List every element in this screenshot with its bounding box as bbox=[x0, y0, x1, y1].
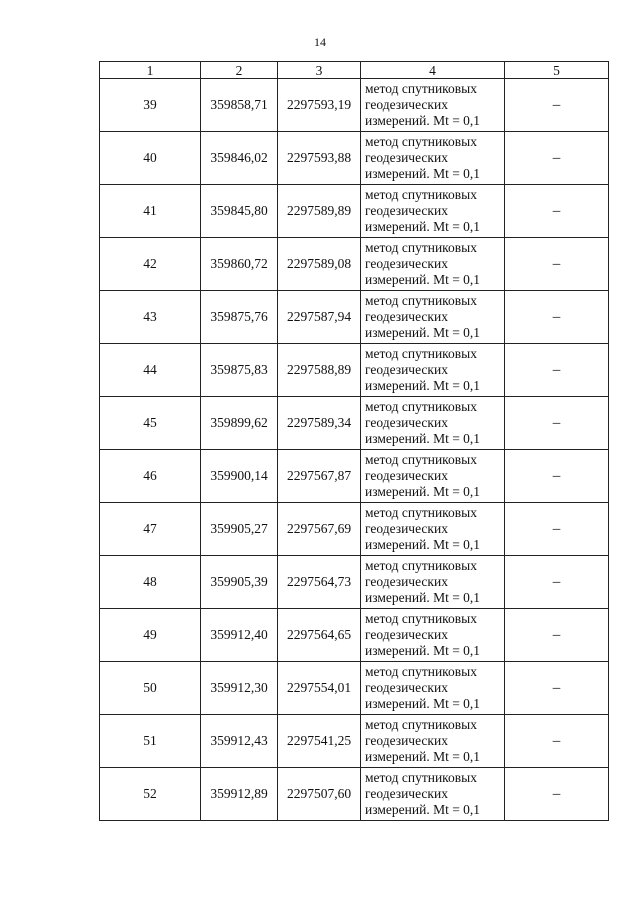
method-text-line: геодезических bbox=[365, 150, 448, 165]
method-text-line: геодезических bbox=[365, 203, 448, 218]
method-text-line: измерений. Mt = 0,1 bbox=[365, 696, 481, 711]
method-cell bbox=[361, 238, 505, 291]
point-number-cell: 43 bbox=[100, 291, 201, 344]
note-cell: – bbox=[505, 503, 609, 556]
method-text-line: измерений. Mt = 0,1 bbox=[365, 325, 481, 340]
column-header: 3 bbox=[278, 62, 361, 79]
method-cell bbox=[361, 715, 505, 768]
method-cell bbox=[361, 397, 505, 450]
x-coordinate-cell: 359912,89 bbox=[201, 768, 278, 821]
table-row bbox=[100, 291, 609, 344]
method-cell bbox=[361, 609, 505, 662]
table-row bbox=[100, 609, 609, 662]
table-row bbox=[100, 79, 609, 132]
column-header: 1 bbox=[100, 62, 201, 79]
column-header: 2 bbox=[201, 62, 278, 79]
method-cell bbox=[361, 768, 505, 821]
method-cell bbox=[361, 450, 505, 503]
note-cell: – bbox=[505, 450, 609, 503]
method-text-line: геодезических bbox=[365, 680, 448, 695]
table-row bbox=[100, 132, 609, 185]
table-body bbox=[100, 79, 609, 821]
table-row bbox=[100, 662, 609, 715]
x-coordinate-cell: 359905,27 bbox=[201, 503, 278, 556]
note-cell: – bbox=[505, 79, 609, 132]
y-coordinate-cell: 2297593,88 bbox=[278, 132, 361, 185]
x-coordinate-cell: 359912,30 bbox=[201, 662, 278, 715]
y-coordinate-cell: 2297567,87 bbox=[278, 450, 361, 503]
method-text-line: измерений. Mt = 0,1 bbox=[365, 272, 481, 287]
method-cell bbox=[361, 344, 505, 397]
x-coordinate-cell: 359845,80 bbox=[201, 185, 278, 238]
column-header: 5 bbox=[505, 62, 609, 79]
method-cell bbox=[361, 556, 505, 609]
point-number-cell: 41 bbox=[100, 185, 201, 238]
method-text-line: измерений. Mt = 0,1 bbox=[365, 484, 481, 499]
y-coordinate-cell: 2297589,34 bbox=[278, 397, 361, 450]
method-text-line: измерений. Mt = 0,1 bbox=[365, 643, 481, 658]
method-text-line: метод спутниковых bbox=[365, 770, 477, 785]
method-text-line: метод спутниковых bbox=[365, 134, 477, 149]
method-text-line: метод спутниковых bbox=[365, 187, 477, 202]
note-cell: – bbox=[505, 132, 609, 185]
method-text-line: метод спутниковых bbox=[365, 346, 477, 361]
x-coordinate-cell: 359912,43 bbox=[201, 715, 278, 768]
x-coordinate-cell: 359875,83 bbox=[201, 344, 278, 397]
method-text-line: метод спутниковых bbox=[365, 611, 477, 626]
note-cell: – bbox=[505, 715, 609, 768]
note-cell: – bbox=[505, 344, 609, 397]
note-cell: – bbox=[505, 397, 609, 450]
method-text-line: геодезических bbox=[365, 362, 448, 377]
table-row bbox=[100, 768, 609, 821]
method-text-line: измерений. Mt = 0,1 bbox=[365, 378, 481, 393]
y-coordinate-cell: 2297593,19 bbox=[278, 79, 361, 132]
y-coordinate-cell: 2297589,89 bbox=[278, 185, 361, 238]
x-coordinate-cell: 359846,02 bbox=[201, 132, 278, 185]
method-text-line: измерений. Mt = 0,1 bbox=[365, 749, 481, 764]
method-text-line: измерений. Mt = 0,1 bbox=[365, 431, 481, 446]
point-number-cell: 52 bbox=[100, 768, 201, 821]
method-text-line: измерений. Mt = 0,1 bbox=[365, 219, 481, 234]
x-coordinate-cell: 359860,72 bbox=[201, 238, 278, 291]
y-coordinate-cell: 2297588,89 bbox=[278, 344, 361, 397]
point-number-cell: 51 bbox=[100, 715, 201, 768]
x-coordinate-cell: 359875,76 bbox=[201, 291, 278, 344]
method-cell bbox=[361, 185, 505, 238]
note-cell: – bbox=[505, 768, 609, 821]
method-text-line: геодезических bbox=[365, 256, 448, 271]
method-text-line: геодезических bbox=[365, 627, 448, 642]
method-text-line: измерений. Mt = 0,1 bbox=[365, 590, 481, 605]
note-cell: – bbox=[505, 609, 609, 662]
point-number-cell: 46 bbox=[100, 450, 201, 503]
table-row bbox=[100, 715, 609, 768]
method-text-line: метод спутниковых bbox=[365, 240, 477, 255]
x-coordinate-cell: 359899,62 bbox=[201, 397, 278, 450]
point-number-cell: 42 bbox=[100, 238, 201, 291]
method-text-line: метод спутниковых bbox=[365, 81, 477, 96]
method-text-line: метод спутниковых bbox=[365, 399, 477, 414]
y-coordinate-cell: 2297507,60 bbox=[278, 768, 361, 821]
method-text-line: геодезических bbox=[365, 521, 448, 536]
method-text-line: метод спутниковых bbox=[365, 717, 477, 732]
y-coordinate-cell: 2297564,73 bbox=[278, 556, 361, 609]
method-text-line: геодезических bbox=[365, 97, 448, 112]
method-text-line: геодезических bbox=[365, 733, 448, 748]
table-header-row bbox=[100, 62, 609, 79]
y-coordinate-cell: 2297589,08 bbox=[278, 238, 361, 291]
method-text-line: геодезических bbox=[365, 415, 448, 430]
table-row bbox=[100, 556, 609, 609]
coordinates-table bbox=[99, 61, 609, 821]
x-coordinate-cell: 359912,40 bbox=[201, 609, 278, 662]
method-text-line: геодезических bbox=[365, 574, 448, 589]
table-row bbox=[100, 450, 609, 503]
method-text-line: измерений. Mt = 0,1 bbox=[365, 166, 481, 181]
method-text-line: измерений. Mt = 0,1 bbox=[365, 537, 481, 552]
note-cell: – bbox=[505, 291, 609, 344]
point-number-cell: 49 bbox=[100, 609, 201, 662]
method-cell bbox=[361, 291, 505, 344]
method-cell bbox=[361, 662, 505, 715]
point-number-cell: 47 bbox=[100, 503, 201, 556]
method-text-line: геодезических bbox=[365, 786, 448, 801]
point-number-cell: 40 bbox=[100, 132, 201, 185]
point-number-cell: 48 bbox=[100, 556, 201, 609]
method-text-line: измерений. Mt = 0,1 bbox=[365, 802, 481, 817]
point-number-cell: 39 bbox=[100, 79, 201, 132]
point-number-cell: 50 bbox=[100, 662, 201, 715]
note-cell: – bbox=[505, 185, 609, 238]
y-coordinate-cell: 2297564,65 bbox=[278, 609, 361, 662]
table-row bbox=[100, 185, 609, 238]
y-coordinate-cell: 2297541,25 bbox=[278, 715, 361, 768]
x-coordinate-cell: 359905,39 bbox=[201, 556, 278, 609]
method-text-line: измерений. Mt = 0,1 bbox=[365, 113, 481, 128]
method-text-line: метод спутниковых bbox=[365, 664, 477, 679]
x-coordinate-cell: 359900,14 bbox=[201, 450, 278, 503]
table-row bbox=[100, 238, 609, 291]
method-text-line: геодезических bbox=[365, 309, 448, 324]
point-number-cell: 45 bbox=[100, 397, 201, 450]
table-row bbox=[100, 397, 609, 450]
method-cell bbox=[361, 132, 505, 185]
y-coordinate-cell: 2297567,69 bbox=[278, 503, 361, 556]
table-row bbox=[100, 503, 609, 556]
method-cell bbox=[361, 503, 505, 556]
y-coordinate-cell: 2297587,94 bbox=[278, 291, 361, 344]
column-header: 4 bbox=[361, 62, 505, 79]
method-text-line: метод спутниковых bbox=[365, 452, 477, 467]
x-coordinate-cell: 359858,71 bbox=[201, 79, 278, 132]
method-cell bbox=[361, 79, 505, 132]
point-number-cell: 44 bbox=[100, 344, 201, 397]
y-coordinate-cell: 2297554,01 bbox=[278, 662, 361, 715]
note-cell: – bbox=[505, 662, 609, 715]
page-number: 14 bbox=[314, 35, 326, 49]
note-cell: – bbox=[505, 556, 609, 609]
method-text-line: геодезических bbox=[365, 468, 448, 483]
method-text-line: метод спутниковых bbox=[365, 558, 477, 573]
method-text-line: метод спутниковых bbox=[365, 505, 477, 520]
table-row bbox=[100, 344, 609, 397]
note-cell: – bbox=[505, 238, 609, 291]
method-text-line: метод спутниковых bbox=[365, 293, 477, 308]
